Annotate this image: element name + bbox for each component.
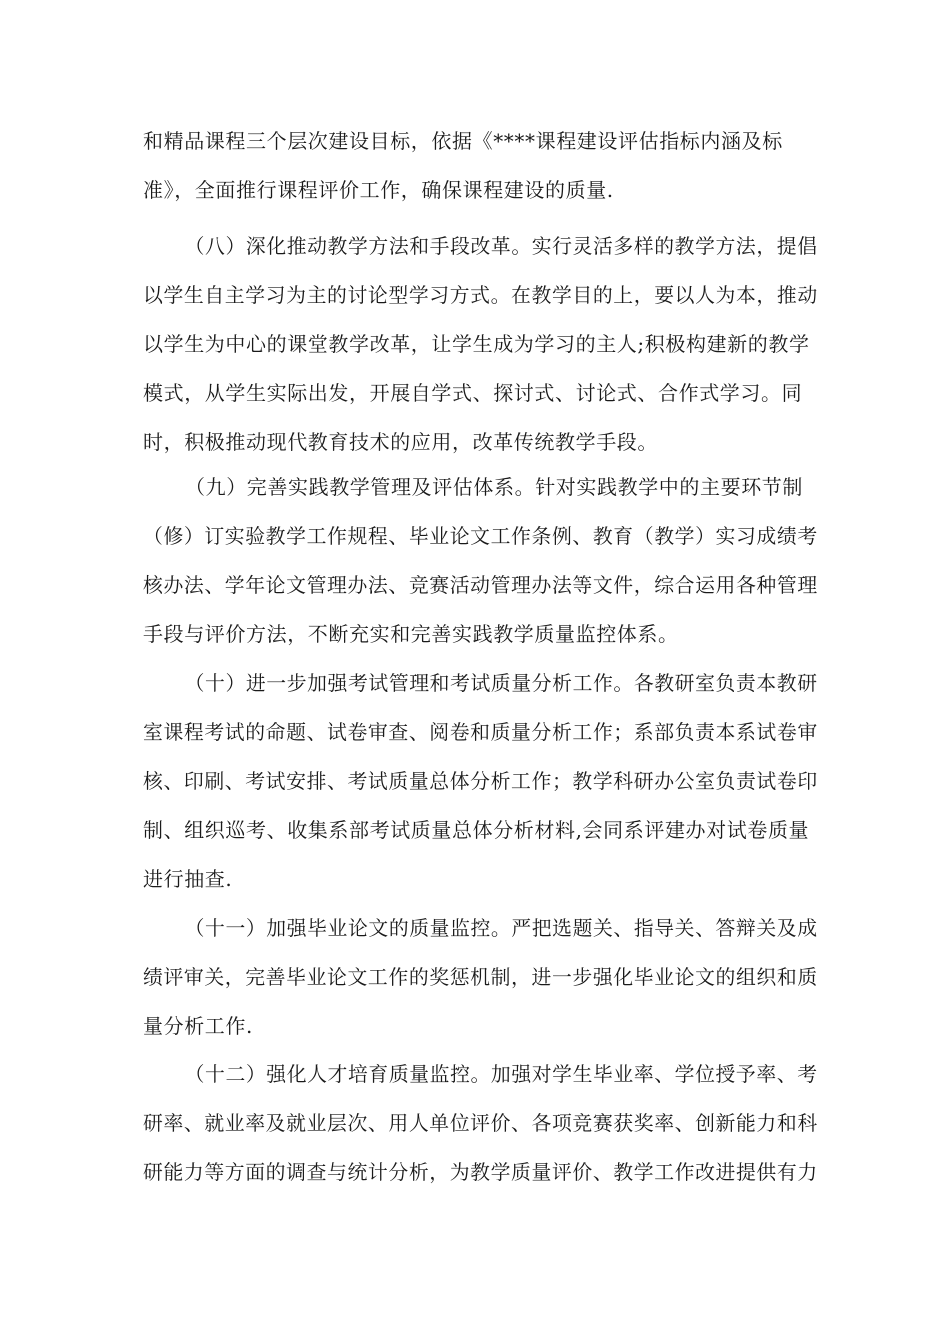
text-line: （九）完善实践教学管理及评估体系。针对实践教学中的主要环节制	[185, 475, 803, 499]
text-line: （十二）强化人才培育质量监控。加强对学生毕业率、学位授予率、考	[184, 1062, 818, 1086]
text-line: 量分析工作.	[143, 1014, 253, 1038]
text-line: 模式，从学生实际出发，开展自学式、探讨式、讨论式、合作式学习。同	[143, 381, 803, 405]
text-line: （八）深化推动教学方法和手段改革。实行灵活多样的教学方法，提倡	[184, 234, 818, 258]
paragraph-10	[143, 659, 818, 904]
text-line: 准》，全面推行课程评价工作，确保课程建设的质量.	[143, 178, 614, 202]
paragraph-8	[143, 222, 818, 467]
text-line: （十一）加强毕业论文的质量监控。严把选题关、指导关、答辩关及成	[184, 916, 818, 940]
text-line: 核、印刷、考试安排、考试质量总体分析工作；教学科研办公室负责试卷印	[143, 769, 818, 793]
text-line: （修）订实验教学工作规程、毕业论文工作条例、教育（教学）实习成绩考	[143, 524, 818, 548]
text-line: 时，积极推动现代教育技术的应用，改革传统教学手段。	[143, 430, 658, 454]
paragraph-12	[143, 1050, 818, 1197]
text-line: 进行抽查.	[143, 867, 233, 891]
text-line: 以学生自主学习为主的讨论型学习方式。在教学目的上，要以人为本，推动	[143, 283, 818, 307]
paragraph-9	[143, 463, 818, 659]
paragraph-intro	[143, 117, 818, 215]
text-line: 研能力等方面的调查与统计分析，为教学质量评价、教学工作改进提供有力	[143, 1160, 818, 1184]
text-line: 以学生为中心的课堂教学改革，让学生成为学习的主人;积极构建新的教学	[143, 332, 810, 356]
text-line: （十）进一步加强考试管理和考试质量分析工作。各教研室负责本教研	[184, 671, 818, 695]
text-line: 和精品课程三个层次建设目标，依据《****课程建设评估指标内涵及标	[143, 129, 783, 153]
paragraph-11	[143, 904, 818, 1051]
text-line: 制、组织巡考、收集系部考试质量总体分析材料,会同系评建办对试卷质量	[143, 818, 810, 842]
text-line: 核办法、学年论文管理办法、竞赛活动管理办法等文件，综合运用各种管理	[143, 573, 818, 597]
text-line: 绩评审关，完善毕业论文工作的奖惩机制，进一步强化毕业论文的组织和质	[143, 965, 818, 989]
text-line: 手段与评价方法，不断充实和完善实践教学质量监控体系。	[143, 622, 679, 646]
text-line: 室课程考试的命题、试卷审查、阅卷和质量分析工作；系部负责本系试卷审	[143, 720, 818, 744]
text-line: 研率、就业率及就业层次、用人单位评价、各项竞赛获奖率、创新能力和科	[143, 1111, 818, 1135]
